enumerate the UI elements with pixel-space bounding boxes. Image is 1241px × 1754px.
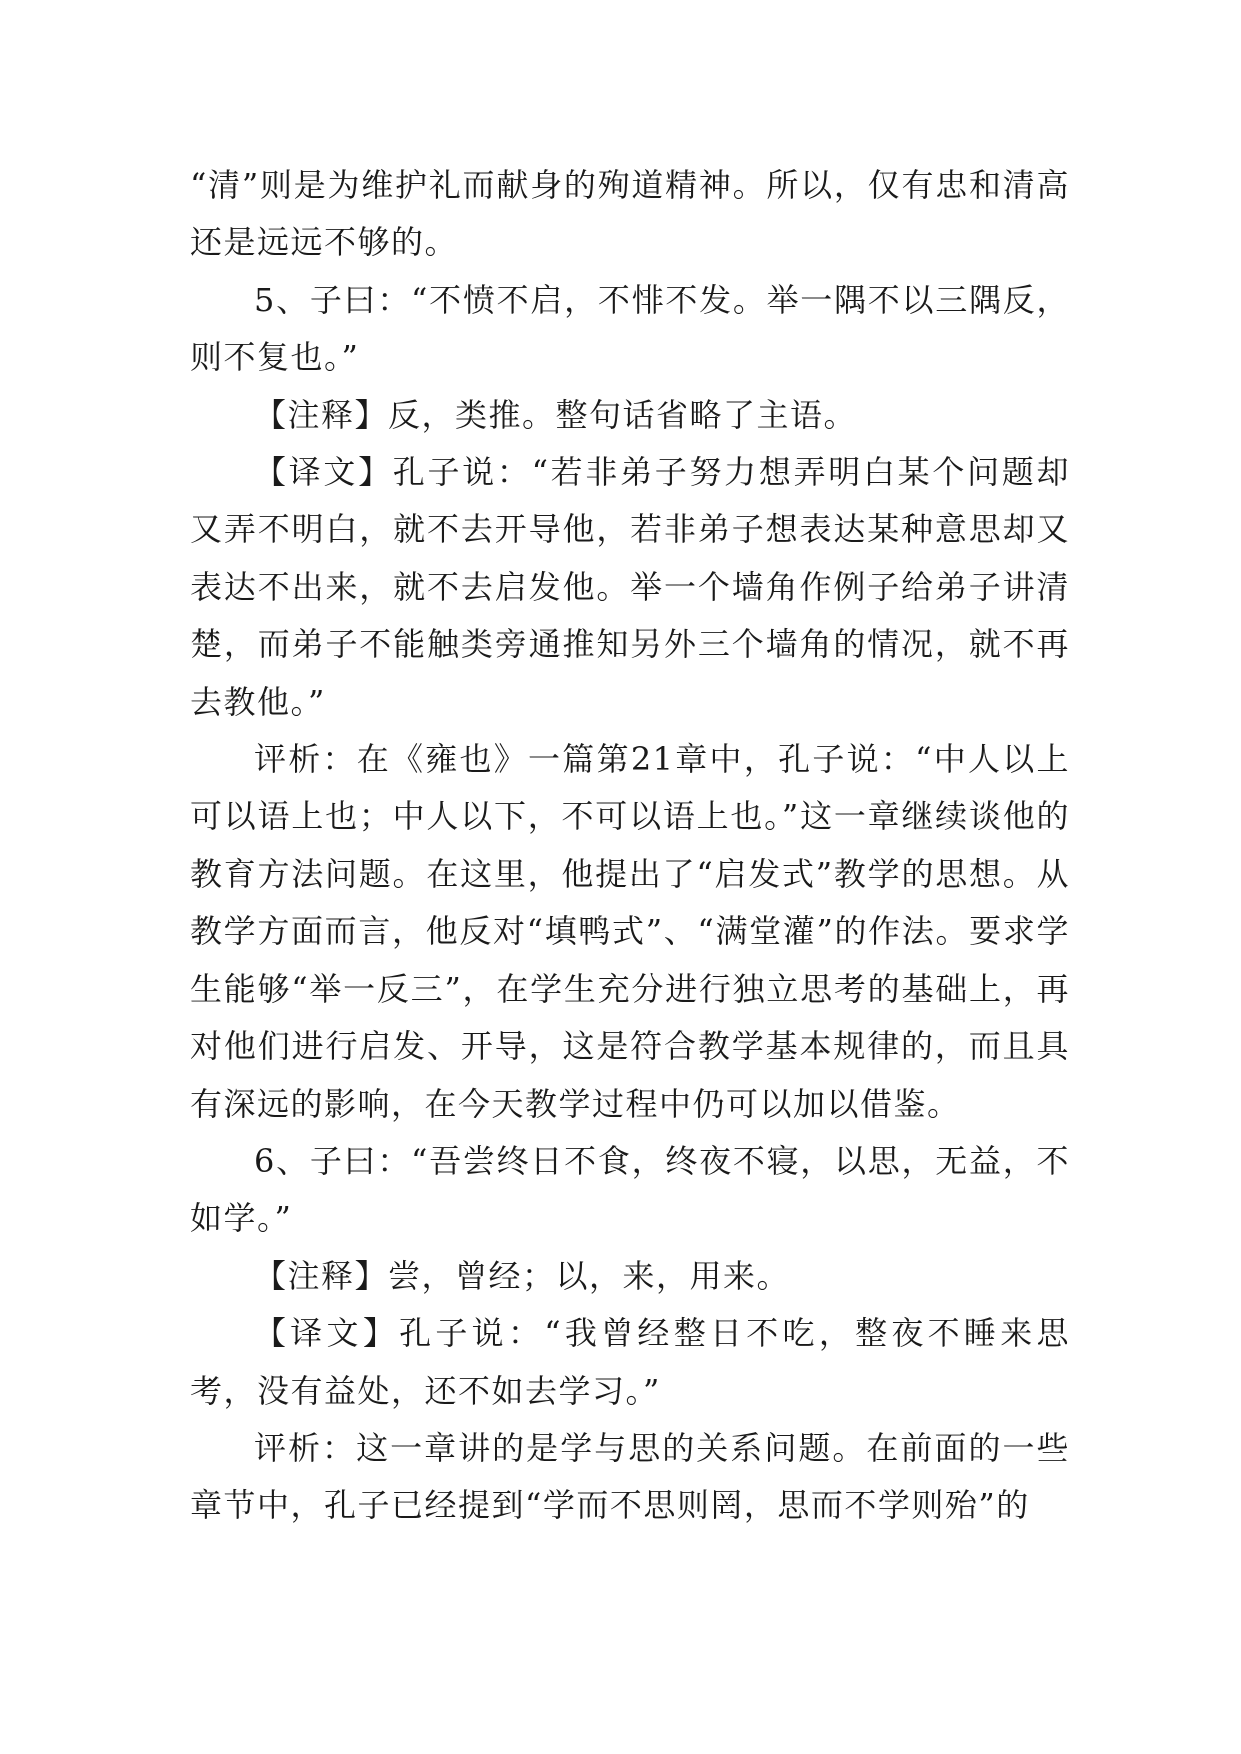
paragraph-annotation-6: 【注释】尝，曾经；以，来，用来。 (254, 1256, 791, 1295)
paragraph-commentary-5: 评析：在《雍也》一篇第21章中，孔子说：“中人以上可以语上也；中人以下，不可以语上也。”这一章继续谈他的教育方法问题。在这里，他提出了“启发式”教学的思想。从教学方面而言，他反对“填鸭式”、“满堂灌”的作法。要求学生能够“举一反三”，在学生充分进行独立思考的基础上，再对他们进行启发、开导，这是符合教学基本规律的，而且具有深远的影响，在今天教学过程中仍可以加以借鉴。 (190, 740, 1070, 1123)
paragraph-verse-5: 5、子曰：“不愤不启，不悱不发。举一隅不以三隅反，则不复也。” (190, 280, 1070, 377)
paragraph-continuation: “清”则是为维护礼而献身的殉道精神。所以，仅有忠和清高还是远远不够的。 (190, 166, 1070, 262)
paragraph-annotation-5: 【注释】反，类推。整句话省略了主语。 (254, 395, 858, 434)
document-body (190, 157, 1070, 1535)
paragraph-translation-5: 【译文】孔子说：“若非弟子努力想弄明白某个问题却又弄不明白，就不去开导他，若非弟子想表达某种意思却又表达不出来，就不去启发他。举一个墙角作例子给弟子讲清楚，而弟子不能触类旁通推知另外三个墙角的情况，就不再去教他。” (190, 453, 1070, 721)
paragraph-translation-6: 【译文】孔子说：“我曾经整日不吃，整夜不睡来思考，没有益处，还不如去学习。” (190, 1314, 1070, 1410)
paragraph-commentary-6: 评析：这一章讲的是学与思的关系问题。在前面的一些章节中，孔子已经提到“学而不思则罔，思而不学则殆”的 (190, 1428, 1070, 1525)
paragraph-verse-6: 6、子曰：“吾尝终日不食，终夜不寝，以思，无益，不如学。” (190, 1141, 1070, 1238)
